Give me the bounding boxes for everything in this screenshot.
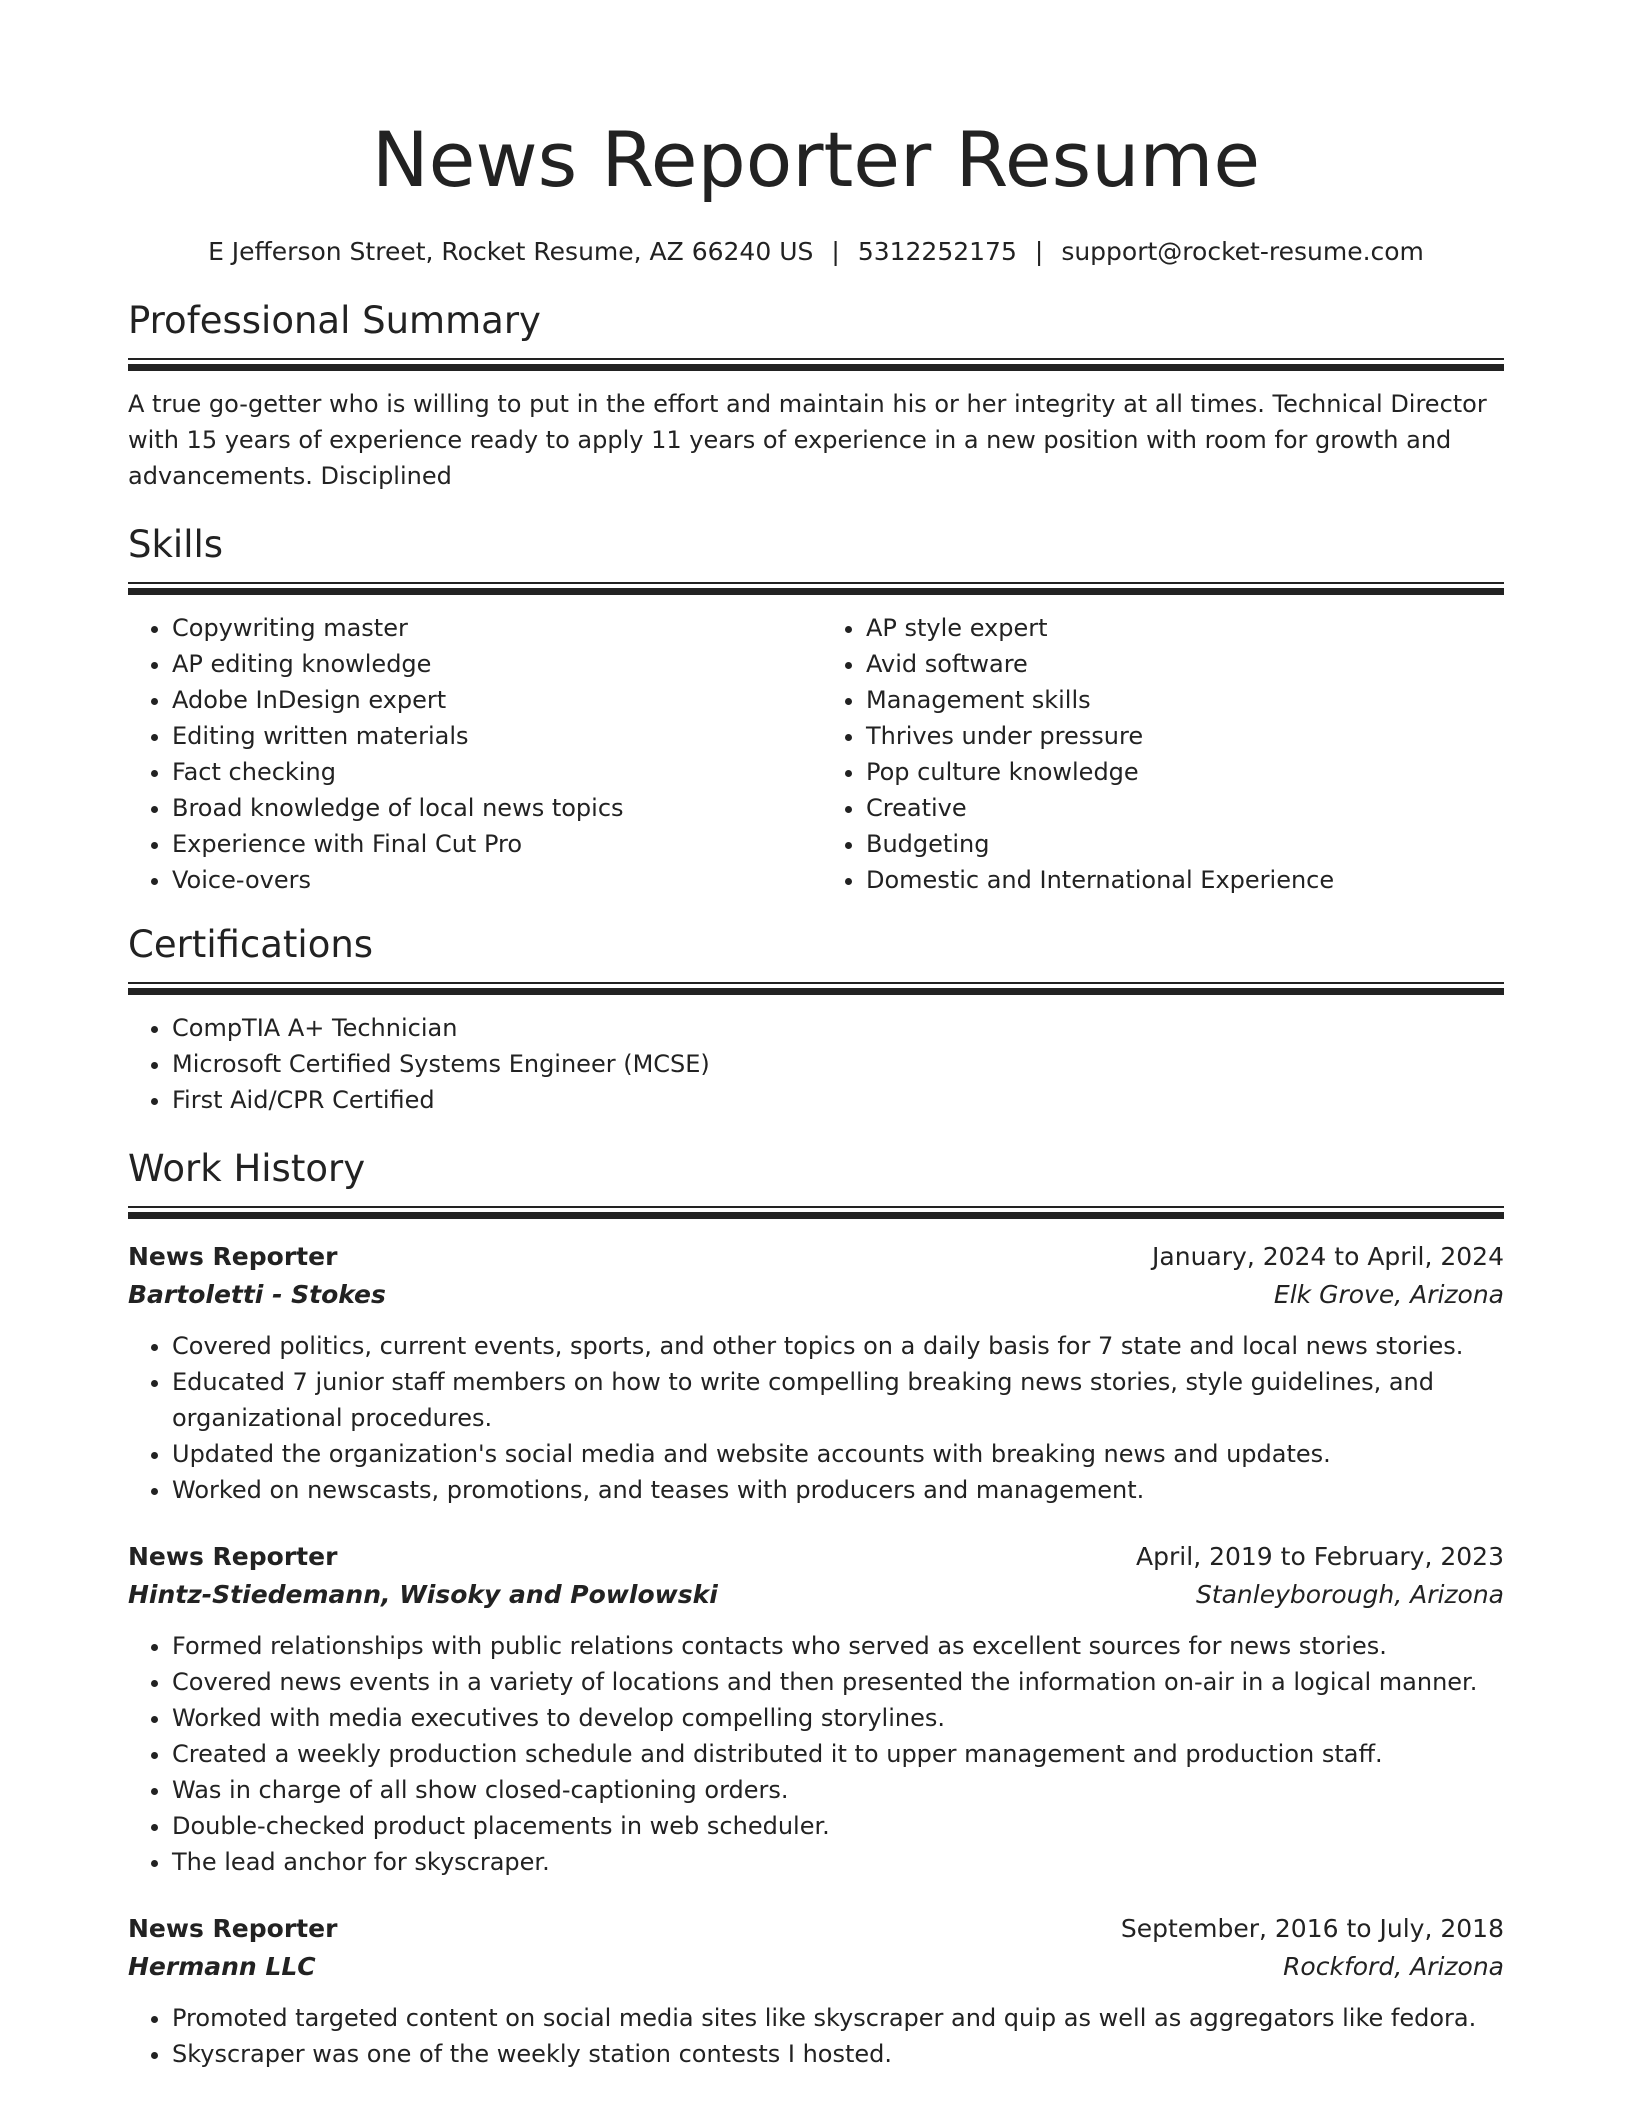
job-bullet: • Created a weekly production schedule and distributed it to upper management and production staff. <box>172 1736 1504 1772</box>
job-bullet: • Educated 7 junior staff members on how to write compelling breaking news stories, style guidelines, and organizational procedures. <box>172 1364 1504 1436</box>
skill-item: • Creative <box>866 790 1504 826</box>
contact-line <box>128 234 1504 270</box>
job-header <box>128 1538 1504 1576</box>
skill-item: • Domestic and International Experience <box>866 862 1504 898</box>
job-subheader <box>128 1948 1504 1986</box>
job-bullet: • Worked on newscasts, promotions, and teases with producers and management. <box>172 1472 1504 1508</box>
skill-item: • Budgeting <box>866 826 1504 862</box>
contact-separator: | <box>831 237 840 266</box>
skill-item: • Adobe InDesign expert <box>172 682 816 718</box>
job-bullets <box>128 1328 1504 1508</box>
job-dates: September, 2016 to July, 2018 <box>1120 1914 1504 1943</box>
skill-item: • Thrives under pressure <box>866 718 1504 754</box>
skill-item: • Avid software <box>866 646 1504 682</box>
work-section <box>128 1144 1504 2072</box>
job-bullets <box>128 2000 1504 2072</box>
summary-text: A true go-getter who is willing to put in the effort and maintain his or her integrity at all times. Technical Director with 15 years of experience ready to apply 11 years of experience in a new position with room for growth and advancements. Disciplined <box>128 390 1487 490</box>
resume-title: News Reporter Resume <box>371 115 1261 204</box>
section-divider <box>128 1206 1504 1220</box>
skill-item: • Management skills <box>866 682 1504 718</box>
certification-item: • First Aid/CPR Certified <box>172 1082 1504 1118</box>
job-bullet: • Was in charge of all show closed-captioning orders. <box>172 1772 1504 1808</box>
job-location: Rockford, Arizona <box>1283 1952 1504 1981</box>
phone: 5312252175 <box>857 237 1017 266</box>
job-title: News Reporter <box>128 1242 338 1271</box>
skill-item: • AP style expert <box>866 610 1504 646</box>
job-subheader <box>128 1576 1504 1614</box>
certification-item: • CompTIA A+ Technician <box>172 1010 1504 1046</box>
skill-item: • Broad knowledge of local news topics <box>172 790 816 826</box>
job-title: News Reporter <box>128 1542 338 1571</box>
section-title-summary: Professional Summary <box>128 299 541 342</box>
job-bullet: • Promoted targeted content on social media sites like skyscraper and quip as well as aggregators like fedora. <box>172 2000 1504 2036</box>
job-company: Hermann LLC <box>128 1952 316 1981</box>
section-title-work: Work History <box>128 1147 366 1190</box>
job-header <box>128 1910 1504 1948</box>
job-bullet: • Worked with media executives to develop compelling storylines. <box>172 1700 1504 1736</box>
skill-item: • Experience with Final Cut Pro <box>172 826 816 862</box>
job-entry <box>128 1538 1504 1880</box>
job-bullet: • Covered politics, current events, sports, and other topics on a daily basis for 7 state and local news stories. <box>172 1328 1504 1364</box>
job-dates: April, 2019 to February, 2023 <box>1136 1542 1504 1571</box>
address: E Jefferson Street, Rocket Resume, AZ 66240 US <box>208 237 814 266</box>
skills-section <box>128 520 1504 898</box>
section-title-skills: Skills <box>128 523 224 566</box>
job-entry <box>128 1910 1504 2072</box>
skill-item: • Copywriting master <box>172 610 816 646</box>
skills-list-right <box>816 610 1504 898</box>
summary-section <box>128 296 1504 494</box>
certifications-section <box>128 920 1504 1118</box>
certifications-list <box>128 1010 1504 1118</box>
certification-item: • Microsoft Certified Systems Engineer (MCSE) <box>172 1046 1504 1082</box>
job-bullet: • Covered news events in a variety of locations and then presented the information on-air in a logical manner. <box>172 1664 1504 1700</box>
job-bullet: • Skyscraper was one of the weekly station contests I hosted. <box>172 2036 1504 2072</box>
job-bullet: • Updated the organization's social media and website accounts with breaking news and updates. <box>172 1436 1504 1472</box>
job-location: Elk Grove, Arizona <box>1273 1280 1504 1309</box>
contact-separator: | <box>1034 237 1044 266</box>
resume-page <box>128 110 1504 2072</box>
job-bullets <box>128 1628 1504 1880</box>
job-bullet: • The lead anchor for skyscraper. <box>172 1844 1504 1880</box>
skill-item: • Pop culture knowledge <box>866 754 1504 790</box>
section-divider <box>128 582 1504 596</box>
section-divider <box>128 982 1504 996</box>
job-bullet: • Double-checked product placements in web scheduler. <box>172 1808 1504 1844</box>
job-entry <box>128 1238 1504 1508</box>
job-title: News Reporter <box>128 1914 338 1943</box>
email: support@rocket-resume.com <box>1061 237 1424 266</box>
job-company: Hintz-Stiedemann, Wisoky and Powlowski <box>128 1580 718 1609</box>
section-title-certifications: Certifications <box>128 923 374 966</box>
job-dates: January, 2024 to April, 2024 <box>1152 1242 1504 1271</box>
section-divider <box>128 358 1504 372</box>
job-subheader <box>128 1276 1504 1314</box>
skill-item: • Fact checking <box>172 754 816 790</box>
skill-item: • Editing written materials <box>172 718 816 754</box>
skills-grid <box>128 610 1504 898</box>
skill-item: • Voice-overs <box>172 862 816 898</box>
skills-list-left <box>128 610 816 898</box>
job-company: Bartoletti - Stokes <box>128 1280 386 1309</box>
job-bullet: • Formed relationships with public relations contacts who served as excellent sources for news stories. <box>172 1628 1504 1664</box>
job-location: Stanleyborough, Arizona <box>1195 1580 1504 1609</box>
skill-item: • AP editing knowledge <box>172 646 816 682</box>
job-header <box>128 1238 1504 1276</box>
